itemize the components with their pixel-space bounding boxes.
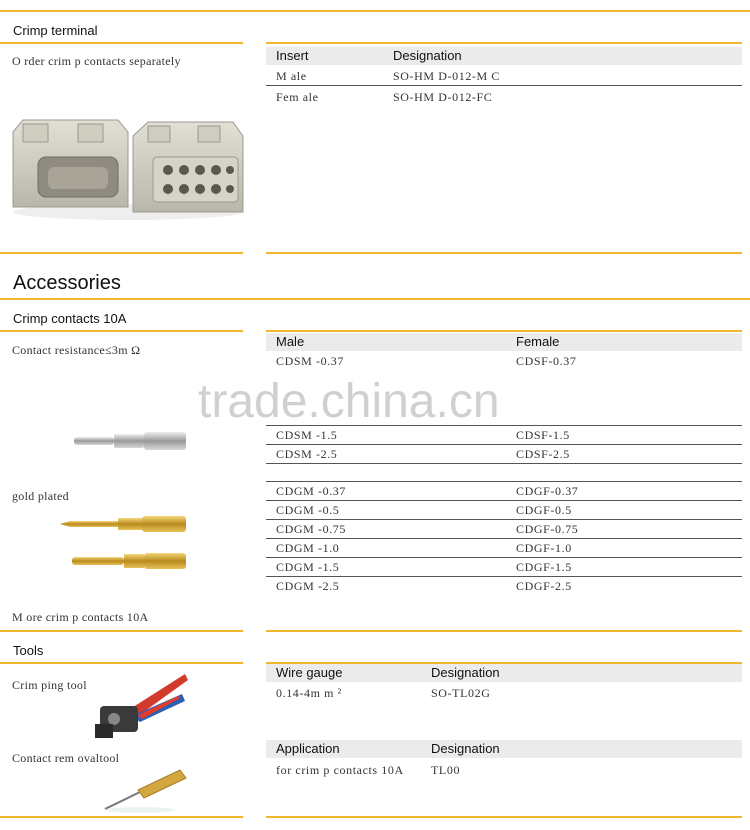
table-row <box>266 67 742 86</box>
cell: CDGM -2.5 <box>276 579 340 593</box>
cell: CDSF-2.5 <box>516 447 570 461</box>
cell: CDSM -1.5 <box>276 428 338 442</box>
cell: CDSM -2.5 <box>276 447 338 461</box>
crimping-tool-image <box>90 664 190 744</box>
crimp-terminal-title: Crimp terminal <box>13 23 98 38</box>
section-rule <box>266 42 742 44</box>
table-row <box>266 352 742 370</box>
cell: M ale <box>276 69 307 83</box>
cell: TL00 <box>431 763 461 777</box>
table-row <box>266 445 742 464</box>
table-row <box>266 577 742 595</box>
silver-contact-image <box>72 428 188 454</box>
table-row <box>266 482 742 501</box>
removal-tool-label: Contact rem ovaltool <box>12 751 120 765</box>
cell: CDGF-0.37 <box>516 484 579 498</box>
insert-col: Insert <box>276 48 309 63</box>
top-rule <box>0 10 750 12</box>
section-rule <box>266 330 742 332</box>
cell: CDGF-0.75 <box>516 522 579 536</box>
watermark: trade.china.cn <box>198 375 500 428</box>
cell: CDGM -0.75 <box>276 522 347 536</box>
section-rule <box>0 630 243 632</box>
more-contacts: M ore crim p contacts 10A <box>12 610 149 624</box>
cell: CDGM -1.5 <box>276 560 340 574</box>
gold-contact-image <box>58 512 188 536</box>
connector-image <box>8 112 248 222</box>
tools-title: Tools <box>13 643 44 658</box>
cell: Fem ale <box>276 90 319 104</box>
removal-tool-image <box>100 764 190 814</box>
table-row <box>266 761 742 779</box>
wire-table-header <box>266 664 742 682</box>
contact-resistance: Contact resistance≤3m Ω <box>12 343 141 357</box>
insert-table-header <box>266 47 742 65</box>
wire-gauge-col: Wire gauge <box>276 665 343 680</box>
cell: CDGF-1.5 <box>516 560 572 574</box>
crimp-contacts-title: Crimp contacts 10A <box>13 311 127 326</box>
gold-contact-image-2 <box>70 550 188 572</box>
gold-plated: gold plated <box>12 489 69 503</box>
cell: 0.14-4m m ² <box>276 686 342 700</box>
cell: CDSF-0.37 <box>516 354 577 368</box>
designation-col: Designation <box>431 665 500 680</box>
cell: CDGF-2.5 <box>516 579 572 593</box>
cell: CDSF-1.5 <box>516 428 570 442</box>
cell: CDSM -0.37 <box>276 354 345 368</box>
cell: SO-HM D-012-FC <box>393 90 493 104</box>
table-row <box>266 684 742 702</box>
section-rule <box>0 42 243 44</box>
table-row <box>266 558 742 577</box>
section-rule <box>0 816 243 818</box>
cell: CDGF-1.0 <box>516 541 572 555</box>
designation-col: Designation <box>393 48 462 63</box>
section-rule <box>266 630 742 632</box>
male-col: Male <box>276 334 305 349</box>
cell: CDGM -0.5 <box>276 503 340 517</box>
table-row <box>266 520 742 539</box>
female-col: Female <box>516 334 560 349</box>
section-rule <box>0 252 243 254</box>
cell: SO-HM D-012-M C <box>393 69 501 83</box>
order-note: O rder crim p contacts separately <box>12 54 181 68</box>
cell: for crim p contacts 10A <box>276 763 404 777</box>
designation-col: Designation <box>431 741 500 756</box>
table-row <box>266 539 742 558</box>
section-rule <box>266 252 742 254</box>
cell: SO-TL02G <box>431 686 491 700</box>
application-col: Application <box>276 741 340 756</box>
cell: CDGM -0.37 <box>276 484 347 498</box>
accessories-title: Accessories <box>13 272 121 294</box>
section-rule <box>0 330 243 332</box>
crimping-tool-label: Crim ping tool <box>12 678 87 692</box>
contacts-table-header <box>266 333 742 351</box>
table-row <box>266 88 742 106</box>
accessories-rule <box>0 298 750 300</box>
cell: CDGF-0.5 <box>516 503 572 517</box>
cell: CDGM -1.0 <box>276 541 340 555</box>
application-table-header <box>266 740 742 758</box>
section-rule <box>266 816 742 818</box>
table-row <box>266 501 742 520</box>
